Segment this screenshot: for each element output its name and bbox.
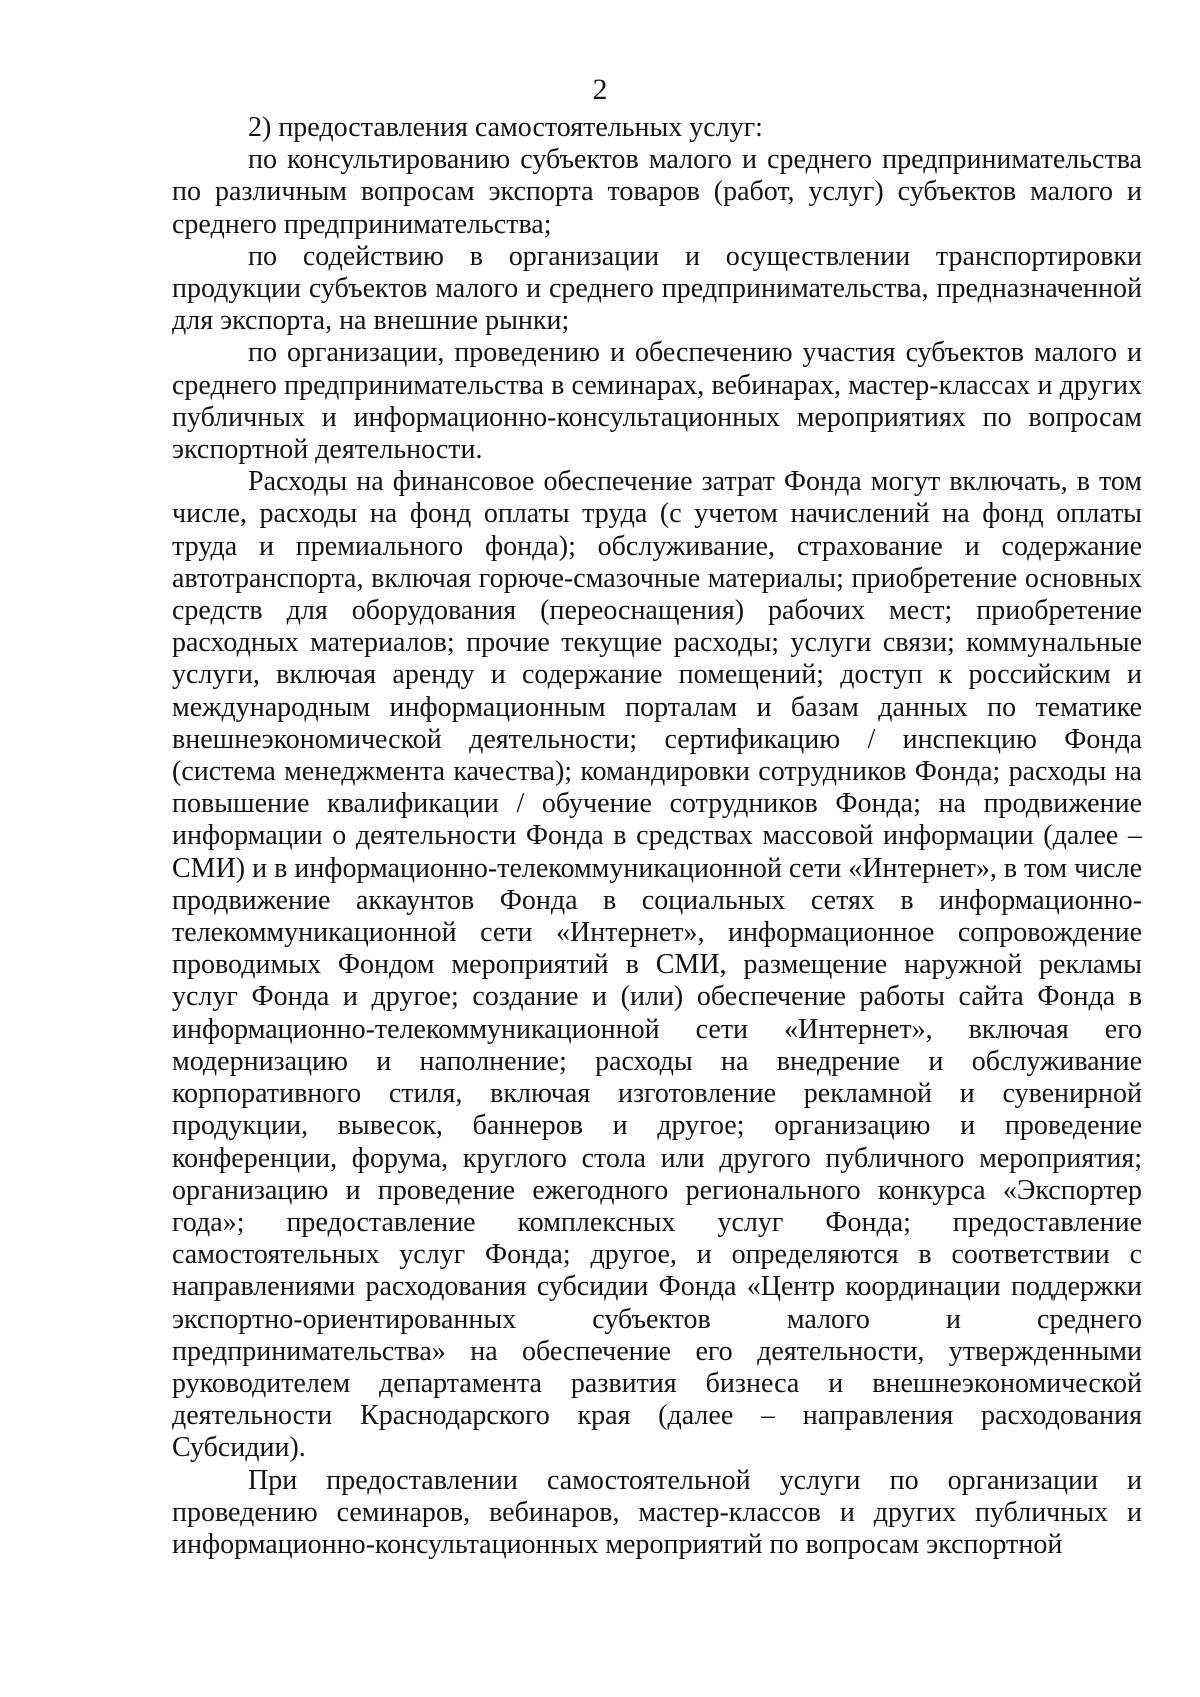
document-body	[172, 112, 1142, 1561]
paragraph-services-heading: 2) предоставления самостоятельных услуг:	[248, 112, 763, 143]
paragraph-consulting: по консультированию субъектов малого и среднего предпринимательства по различным вопросам экспорта товаров (работ, услуг) субъектов малого и среднего предпринимательства;	[172, 144, 1142, 240]
paragraph-events: по организации, проведению и обеспечению участия субъектов малого и среднего предпринимательства в семинарах, вебинарах, мастер-классах и других публичных и информационно-консультационных мероприятиях по вопросам экспортной деятельности.	[172, 337, 1142, 466]
paragraph-transport: по содействию в организации и осуществлении транспортировки продукции субъектов малого и среднего предпринимательства, предназначенной для экспорта, на внешние рынки;	[172, 240, 1142, 337]
page-number: 2	[592, 73, 608, 106]
paragraph-expenses: Расходы на финансовое обеспечение затрат Фонда могут включать, в том числе, расходы на фонд оплаты труда (с учетом начислений на фонд оплаты труда и премиального фонда); обслуживание, страхование и содержание автотранспорта, включая горюче-смазочные материалы; приобретение основных средств для оборудования (переоснащения) рабочих мест; приобретение расходных материалов; прочие текущие расходы; услуги связи; коммунальные услуги, включая аренду и содержание помещений; доступ к российским и международным информационным порталам и базам данных по тематике внешнеэкономической деятельности; сертификацию / инспекцию Фонда (система менеджмента качества); командировки сотрудников Фонда; расходы на повышение квалификации / обучение сотрудников Фонда; на продвижение информации о деятельности Фонда в средствах массовой информации (далее – СМИ) и в информационно-телекоммуникационной сети «Интернет», в том числе продвижение аккаунтов Фонда в социальных сетях в информационно-телекоммуникационной сети «Интернет», информационное сопровождение проводимых Фондом мероприятий в СМИ, размещение наружной рекламы услуг Фонда и другое; создание и (или) обеспечение работы сайта Фонда в информационно-телекоммуникационной сети «Интернет», включая его модернизацию и наполнение; расходы на внедрение и обслуживание корпоративного стиля, включая изготовление рекламной и сувенирной продукции, вывесок, баннеров и другое; организацию и проведение конференции, форума, круглого стола или другого публичного мероприятия; организацию и проведение ежегодного регионального конкурса «Экспортер года»; предоставление комплексных услуг Фонда; предоставление самостоятельных услуг Фонда; другое, и определяются в соответствии с направлениями расходования субсидии Фонда «Центр координации поддержки экспортно-ориентированных субъектов малого и среднего предпринимательства» на обеспечение его деятельности, утвержденными руководителем департамента развития бизнеса и внешнеэкономической деятельности Краснодарского края (далее – направления расходования Субсидии).	[172, 466, 1142, 1464]
paragraph-self-service: При предоставлении самостоятельной услуги по организации и проведению семинаров, вебинаров, мастер-классов и других публичных и информационно-консультационных мероприятий по вопросам экспортной	[172, 1464, 1142, 1560]
